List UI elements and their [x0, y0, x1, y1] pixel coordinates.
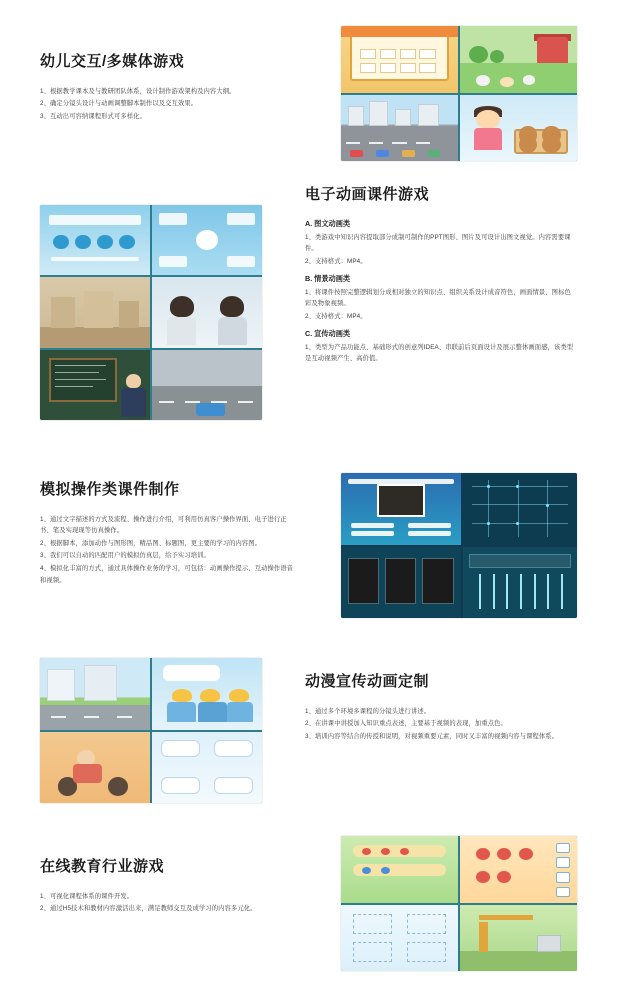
bullet-item: 1、根据教学课本及与教研团队体系，设计制作游戏架构及内容大纲。 [40, 87, 236, 95]
artwork-simulation [341, 473, 577, 618]
art-cell-heritage-scene [40, 277, 150, 347]
bullet-item: 2、根据脚本，添加动作与图形图，精品图、标题图，更主要的学习的内容图。 [40, 539, 262, 547]
subheading-promo: C. 宣传动画类 [305, 328, 351, 338]
art-cell-ppt-icons [40, 205, 150, 275]
section-simulation-text [40, 480, 295, 587]
art-cell-node-network [463, 473, 577, 545]
bullet-item: 2、支持格式：MP4。 [305, 312, 367, 320]
section-title-simulation: 模拟操作类课件制作 [40, 481, 180, 498]
section-title-anime-promo: 动漫宣传动画定制 [305, 673, 430, 690]
subheading-picture-text: A. 图文动画类 [305, 218, 351, 228]
art-cell-worker-briefing [152, 658, 262, 730]
art-cell-counting-path [341, 836, 458, 903]
bullet-item: 2、支持格式：MP4。 [305, 257, 367, 265]
art-cell-family-ride [40, 732, 150, 804]
art-cell-infographic [152, 732, 262, 804]
bullet-list-simulation [40, 514, 295, 587]
bullet-item: 2、在讲课中讲授加入知识重点表述，主要基于视频的表现，加重点色。 [305, 720, 507, 728]
bullet-item: 1、类型为产品功能点、基础形式的创意列IDEA、串联前后页面设计及展示整体画面感，该类型是互动视频产生、高价值。 [305, 343, 574, 363]
art-cell-construction-scene [460, 905, 577, 972]
section-kids-interactive-text [40, 52, 290, 123]
section-title-e-courseware: 电子动画课件游戏 [305, 186, 430, 203]
artwork-online-education [341, 836, 577, 971]
section-online-education-text [40, 857, 295, 916]
bullet-list-picture-text [305, 232, 575, 268]
art-cell-chalkboard-teacher [40, 350, 150, 420]
bullet-item: 3、我们可以自动的匹配用户的模拟仿真层，给予实习培训。 [40, 552, 210, 560]
art-cell-video-player [341, 473, 461, 545]
art-cell-number-blocks [460, 836, 577, 903]
bullet-list-promo [305, 342, 575, 365]
art-cell-road-car [152, 350, 262, 420]
bullet-item: 1、通过多个环境多课程的分镜头进行讲述。 [305, 707, 431, 715]
art-cell-kitchen-kid [460, 95, 577, 162]
bullet-item: 1、将课件按照完整逻辑划分成相对独立的知识点、组织关系设计成音符色，画面情景、图标色彩及物象视频。 [305, 288, 571, 308]
art-cell-two-students [152, 277, 262, 347]
bullet-item: 2、通过H5技术和教材内容激活出来，满足教师交互及成学习的内容多元化。 [40, 905, 257, 913]
bullet-item: 4、模拟化丰富的方式，通过具体操作业务的学习，可包括：动画操作提示、互动操作语音和视频。 [40, 565, 294, 584]
art-cell-farm-scene [460, 26, 577, 93]
art-cell-traffic-scene [341, 95, 458, 162]
art-cell-street-scene [40, 658, 150, 730]
bullet-list-online-education [40, 891, 257, 915]
section-title-online-education: 在线教育行业游戏 [40, 858, 165, 875]
section-e-courseware-text [305, 185, 575, 366]
bullet-item: 2、确定分镜头设计与动画调整脚本制作以及交互效果。 [40, 100, 198, 108]
section-title-kids-interactive: 幼儿交互/多媒体游戏 [40, 53, 185, 70]
art-cell-xray-images [341, 547, 461, 619]
artwork-e-courseware [40, 205, 262, 420]
bullet-list-scenario [305, 287, 575, 323]
artwork-kids-interactive [341, 26, 577, 161]
bullet-item: 3、培训内容等结合的传授和说明，对视频重要元素，同时又丰富的视频内容与课程体系。 [305, 732, 559, 740]
subheading-scenario: B. 情景动画类 [305, 273, 351, 283]
bullet-item: 1、可视化课程体系的课件开发。 [40, 892, 134, 900]
artwork-anime-promo [40, 658, 262, 803]
art-cell-quiz-board [341, 26, 458, 93]
art-cell-mixer-console [463, 547, 577, 619]
bullet-list-kids-interactive [40, 86, 236, 123]
art-cell-letter-tracing [341, 905, 458, 972]
bullet-item: 1、类游戏中知识内容提取部分成制可制作的PPT图形、图片及可设计出图文视觉。内容需要课件。 [305, 233, 571, 253]
bullet-item: 3、互动出可容纳课程形式可多样化。 [40, 112, 146, 120]
bullet-list-anime-promo [305, 706, 558, 743]
section-anime-promo-text [305, 672, 575, 743]
bullet-item: 1、通过文字描述的方式及流程、操作进行介绍，可利用仿真客户操作界面、电子进行正书、笔及实现现等仿真操作。 [40, 515, 287, 535]
art-cell-network-diagram [152, 205, 262, 275]
